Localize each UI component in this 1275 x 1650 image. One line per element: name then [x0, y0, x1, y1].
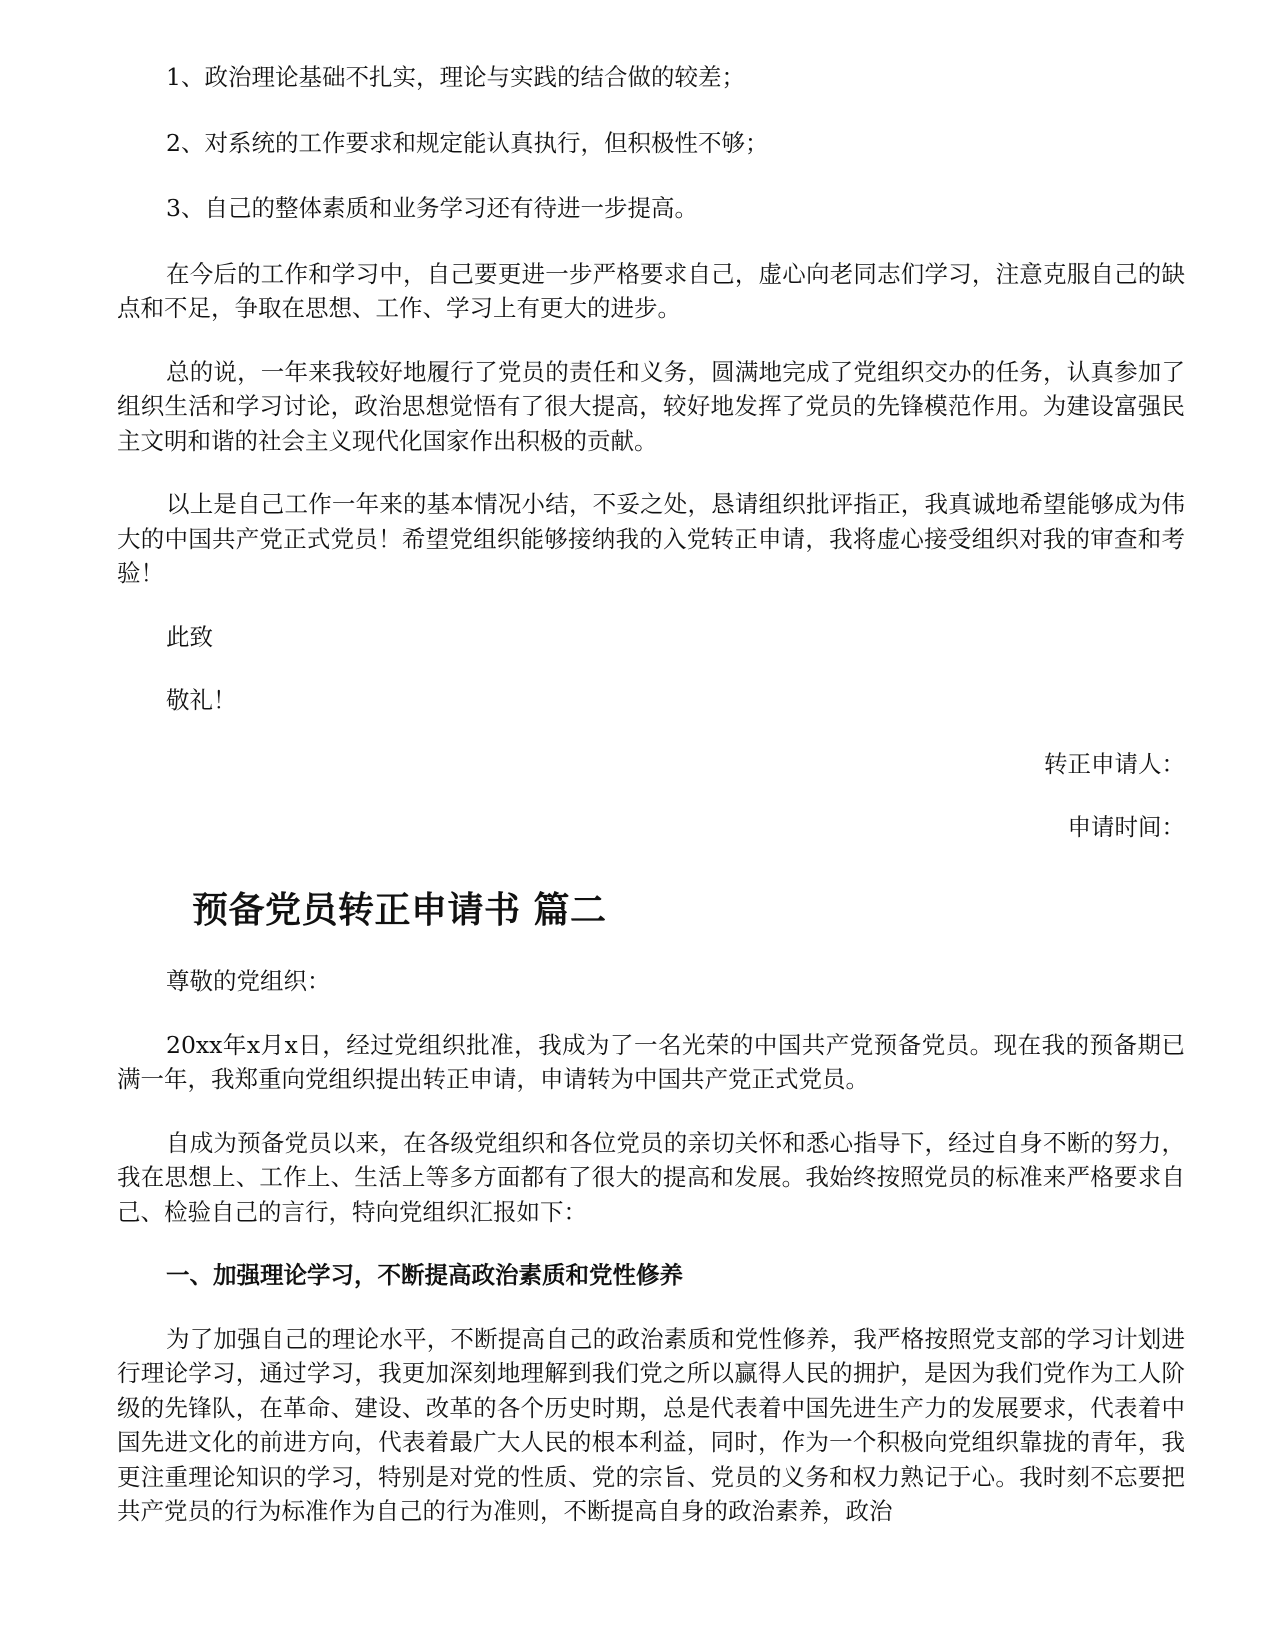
subheading-theory-study: 一、加强理论学习，不断提高政治素质和党性修养 [166, 1261, 683, 1290]
greeting: 尊敬的党组织： [166, 967, 331, 996]
closing-regards: 敬礼！ [166, 686, 237, 714]
paragraph-summary: 总的说，一年来我较好地履行了党员的责任和义务，圆满地完成了党组织交办的任务，认真参加了组织生活和学习讨论，政治思想觉悟有了很大提高，较好地发挥了党员的先锋模范作用。为建设富强民主文明和谐的社会主义现代化国家作出积极的贡献。 [117, 357, 1185, 455]
paragraph-conclusion: 以上是自己工作一年来的基本情况小结，不妥之处，恳请组织批评指正，我真诚地希望能够成为伟大的中国共产党正式党员！希望党组织能够接纳我的入党转正申请，我将虚心接受组织对我的审查和考验！ [117, 490, 1185, 587]
list-item-1: 1、政治理论基础不扎实，理论与实践的结合做的较差； [166, 63, 745, 91]
paragraph-intro: 20xx年x月x日，经过党组织批准，我成为了一名光荣的中国共产党预备党员。现在我的预备期已满一年，我郑重向党组织提出转正申请，申请转为中国共产党正式党员。 [117, 1030, 1185, 1094]
paragraph-theory-study: 为了加强自己的理论水平，不断提高自己的政治素质和党性修养，我严格按照党支部的学习计划进行理论学习，通过学习，我更加深刻地理解到我们党之所以赢得人民的拥护，是因为我们党作为工人阶级的先锋队，在革命、建设、改革的各个历史时期，总是代表着中国先进生产力的发展要求，代表着中国先进文化的前进方向，代表着最广大人民的根本利益，同时，作为一个积极向党组织靠拢的青年，我更注重理论知识的学习，特别是对党的性质、党的宗旨、党员的义务和权力熟记于心。我时刻不忘要把共产党员的行为标准作为自己的行为准则，不断提高自身的政治素养，政治 [117, 1324, 1185, 1526]
section-title: 预备党员转正申请书 篇二 [192, 888, 607, 931]
application-date: 申请时间： [1067, 813, 1185, 841]
closing-salutation: 此致 [166, 622, 213, 651]
document-page [117, 60, 1185, 1529]
applicant-signature: 转正申请人： [1044, 749, 1185, 778]
paragraph-future-work: 在今后的工作和学习中，自己要更进一步严格要求自己，虚心向老同志们学习，注意克服自己的缺点和不足，争取在思想、工作、学习上有更大的进步。 [117, 259, 1185, 322]
list-item-3: 3、自己的整体素质和业务学习还有待进一步提高。 [166, 194, 698, 222]
paragraph-report: 自成为预备党员以来，在各级党组织和各位党员的亲切关怀和悉心指导下，经过自身不断的努力，我在思想上、工作上、生活上等多方面都有了很大的提高和发展。我始终按照党员的标准来严格要求自己、检验自己的言行，特向党组织汇报如下： [117, 1128, 1185, 1226]
list-item-2: 2、对系统的工作要求和规定能认真执行，但积极性不够； [166, 128, 769, 157]
